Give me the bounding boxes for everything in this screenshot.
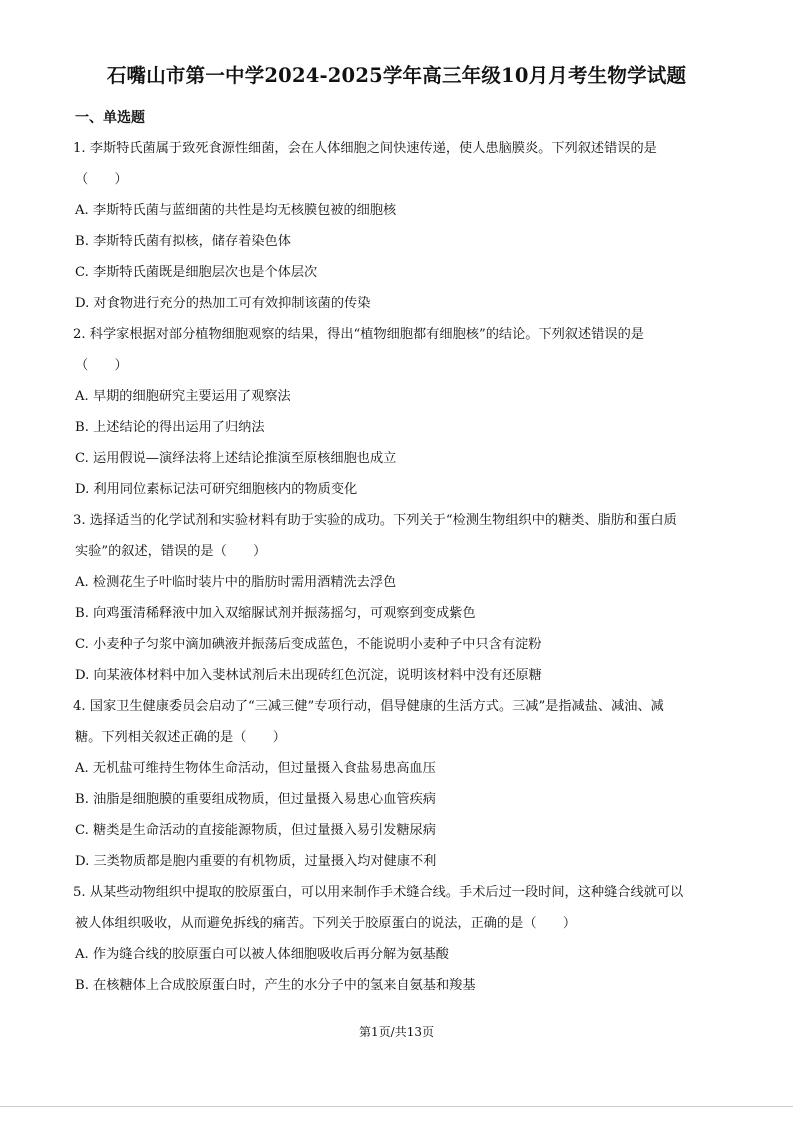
section-heading: 一、单选题	[75, 110, 145, 126]
question-3-option-b: B. 向鸡蛋清稀释液中加入双缩脲试剂并振荡摇匀，可观察到变成紫色	[75, 606, 476, 621]
question-3-option-a: A. 检测花生子叶临时装片中的脂肪时需用酒精洗去浮色	[75, 575, 397, 590]
question-2-option-a: A. 早期的细胞研究主要运用了观察法	[75, 389, 291, 404]
question-1-stem: 1. 李斯特氏菌属于致死食源性细菌，会在人体细胞之间快速传递，使人患脑膜炎。下列叙述错误的是	[73, 141, 657, 156]
question-4-option-a: A. 无机盐可维持生物体生命活动，但过量摄入食盐易患高血压	[75, 761, 436, 776]
question-2-answer-blank: （ ）	[75, 358, 128, 373]
question-4-option-b: B. 油脂是细胞膜的重要组成物质，但过量摄入易患心血管疾病	[75, 792, 436, 807]
question-3-option-d: D. 向某液体材料中加入斐林试剂后未出现砖红色沉淀，说明该材料中没有还原糖	[75, 668, 542, 683]
question-1-option-a: A. 李斯特氏菌与蓝细菌的共性是均无核膜包被的细胞核	[75, 203, 397, 218]
page-footer: 第1页/共13页	[359, 1025, 434, 1039]
question-2-option-c: C. 运用假说—演绎法将上述结论推演至原核细胞也成立	[75, 451, 397, 466]
question-1-option-c: C. 李斯特氏菌既是细胞层次也是个体层次	[75, 265, 318, 280]
bottom-divider	[0, 1106, 793, 1107]
question-5-option-b: B. 在核糖体上合成胶原蛋白时，产生的水分子中的氢来自氨基和羧基	[75, 978, 476, 993]
question-4-stem-cont: 糖。下列相关叙述正确的是（ ）	[75, 730, 286, 745]
question-2-option-b: B. 上述结论的得出运用了归纳法	[75, 420, 265, 435]
page-title: 石嘴山市第一中学2024-2025学年高三年级10月月考生物学试题	[106, 64, 687, 87]
question-3-option-c: C. 小麦种子匀浆中滴加碘液并振荡后变成蓝色，不能说明小麦种子中只含有淀粉	[75, 637, 542, 652]
question-4-stem: 4. 国家卫生健康委员会启动了“三减三健”专项行动，倡导健康的生活方式。三减”是指减盐、减油、减	[73, 699, 664, 714]
question-5-option-a: A. 作为缝合线的胶原蛋白可以被人体细胞吸收后再分解为氨基酸	[75, 947, 449, 962]
question-5-stem: 5. 从某些动物组织中提取的胶原蛋白，可以用来制作手术缝合线。手术后过一段时间，这种缝合线就可以	[73, 885, 684, 900]
question-4-option-d: D. 三类物质都是胞内重要的有机物质，过量摄入均对健康不利	[75, 854, 437, 869]
question-1-answer-blank: （ ）	[75, 172, 128, 187]
question-2-stem: 2. 科学家根据对部分植物细胞观察的结果，得出“植物细胞都有细胞核”的结论。下列叙述错误的是	[73, 327, 644, 342]
question-3-stem-cont: 实验”的叙述，错误的是（ ）	[75, 544, 267, 559]
question-1-option-d: D. 对食物进行充分的热加工可有效抑制该菌的传染	[75, 296, 371, 311]
question-3-stem: 3. 选择适当的化学试剂和实验材料有助于实验的成功。下列关于“检测生物组织中的糖类、脂肪和蛋白质	[73, 513, 677, 528]
question-5-stem-cont: 被人体组织吸收，从而避免拆线的痛苦。下列关于胶原蛋白的说法，正确的是（ ）	[75, 916, 577, 931]
question-1-option-b: B. 李斯特氏菌有拟核，储存着染色体	[75, 234, 291, 249]
question-4-option-c: C. 糖类是生命活动的直接能源物质，但过量摄入易引发糖尿病	[75, 823, 436, 838]
question-2-option-d: D. 利用同位素标记法可研究细胞核内的物质变化	[75, 482, 358, 497]
